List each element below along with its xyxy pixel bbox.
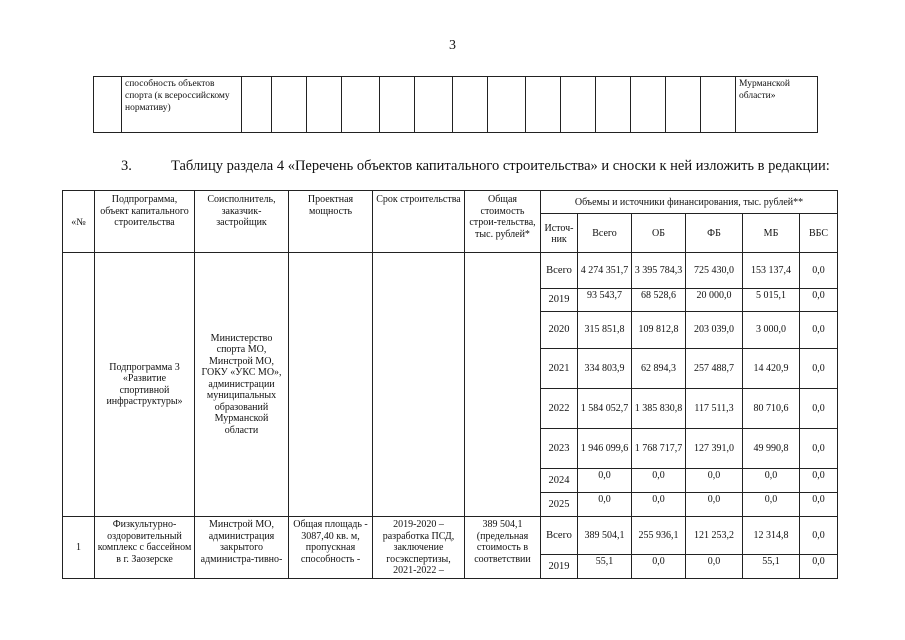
header-mb: МБ — [743, 214, 800, 253]
empty-cell — [342, 77, 380, 133]
mb-cell: 3 000,0 — [743, 312, 800, 349]
continuation-table — [93, 76, 818, 133]
total-cell: 4 274 351,7 — [578, 253, 632, 289]
group-num-cell — [63, 253, 95, 517]
empty-cell — [526, 77, 561, 133]
vbs-cell: 0,0 — [800, 517, 838, 555]
mb-cell: 80 710,6 — [743, 389, 800, 429]
capital-construction-table — [62, 190, 838, 579]
header-capacity: Проектная мощность — [289, 191, 373, 253]
vbs-cell: 0,0 — [800, 289, 838, 312]
object-term-cell: 2019-2020 – разработка ПСД, заключение госэкспертизы, 2021-2022 – — [373, 517, 465, 579]
vbs-cell: 0,0 — [800, 469, 838, 493]
mb-cell: 0,0 — [743, 493, 800, 517]
source-cell: 2019 — [541, 555, 578, 579]
table-row — [94, 77, 818, 133]
ob-cell: 109 812,8 — [632, 312, 686, 349]
mb-cell: 12 314,8 — [743, 517, 800, 555]
header-funding: Объемы и источники финансирования, тыс. рублей** — [541, 191, 838, 214]
ob-cell: 0,0 — [632, 555, 686, 579]
empty-cell — [453, 77, 488, 133]
source-cell: 2025 — [541, 493, 578, 517]
section-number: 3. — [121, 158, 132, 174]
total-cell: 0,0 — [578, 493, 632, 517]
object-name-cell: Физкультурно-оздоровительный комплекс с бассейном в г. Заозерске — [95, 517, 195, 579]
total-cell: 1 584 052,7 — [578, 389, 632, 429]
total-cell: 93 543,7 — [578, 289, 632, 312]
mb-cell: 0,0 — [743, 469, 800, 493]
group-term-cell — [373, 253, 465, 517]
mb-cell: 14 420,9 — [743, 349, 800, 389]
empty-cell — [488, 77, 526, 133]
table-row — [63, 517, 838, 555]
source-cell: 2024 — [541, 469, 578, 493]
object-executor-cell: Минстрой МО, администрация закрытого администра-тивно- — [195, 517, 289, 579]
source-cell: 2021 — [541, 349, 578, 389]
empty-cell — [272, 77, 307, 133]
header-fb: ФБ — [686, 214, 743, 253]
header-ob: ОБ — [632, 214, 686, 253]
header-name: Подпрограмма, объект капитального строительства — [95, 191, 195, 253]
object-capacity-cell: способность объектов спорта (к всероссийскому нормативу) — [122, 77, 242, 133]
header-vbs: ВБС — [800, 214, 838, 253]
mb-cell: 49 990,8 — [743, 429, 800, 469]
total-cell: 55,1 — [578, 555, 632, 579]
empty-cell — [631, 77, 666, 133]
empty-cell — [94, 77, 122, 133]
fb-cell: 257 488,7 — [686, 349, 743, 389]
section-text: Таблицу раздела 4 «Перечень объектов капитального строительства» и сноски к ней изложить в редакции: — [171, 158, 830, 174]
ob-cell: 3 395 784,3 — [632, 253, 686, 289]
section-heading — [121, 158, 830, 175]
ob-cell: 255 936,1 — [632, 517, 686, 555]
ob-cell: 1 768 717,7 — [632, 429, 686, 469]
mb-cell: 5 015,1 — [743, 289, 800, 312]
page-number: 3 — [449, 38, 456, 53]
total-cell: 389 504,1 — [578, 517, 632, 555]
empty-cell — [701, 77, 736, 133]
ob-cell: 1 385 830,8 — [632, 389, 686, 429]
empty-cell — [666, 77, 701, 133]
header-row — [63, 191, 838, 214]
fb-cell: 20 000,0 — [686, 289, 743, 312]
vbs-cell: 0,0 — [800, 349, 838, 389]
empty-cell — [242, 77, 272, 133]
mb-cell: 55,1 — [743, 555, 800, 579]
empty-cell — [561, 77, 596, 133]
fb-cell: 121 253,2 — [686, 517, 743, 555]
responsible-cell: Мурманской области» — [736, 77, 818, 133]
source-cell: 2023 — [541, 429, 578, 469]
header-total: Всего — [578, 214, 632, 253]
fb-cell: 0,0 — [686, 493, 743, 517]
ob-cell: 62 894,3 — [632, 349, 686, 389]
fb-cell: 725 430,0 — [686, 253, 743, 289]
vbs-cell: 0,0 — [800, 253, 838, 289]
group-cost-cell — [465, 253, 541, 517]
source-cell: Всего — [541, 517, 578, 555]
object-num-cell: 1 — [63, 517, 95, 579]
header-source: Источ-ник — [541, 214, 578, 253]
object-capacity-cell: Общая площадь - 3087,40 кв. м, пропускная способность - — [289, 517, 373, 579]
total-cell: 315 851,8 — [578, 312, 632, 349]
total-cell: 1 946 099,6 — [578, 429, 632, 469]
empty-cell — [415, 77, 453, 133]
source-cell: 2019 — [541, 289, 578, 312]
group-name-cell: Подпрограмма 3 «Развитие спортивной инфраструктуры» — [95, 253, 195, 517]
fb-cell: 0,0 — [686, 555, 743, 579]
vbs-cell: 0,0 — [800, 429, 838, 469]
vbs-cell: 0,0 — [800, 555, 838, 579]
group-capacity-cell — [289, 253, 373, 517]
ob-cell: 0,0 — [632, 469, 686, 493]
fb-cell: 203 039,0 — [686, 312, 743, 349]
ob-cell: 0,0 — [632, 493, 686, 517]
header-executor: Соисполнитель, заказчик-застройщик — [195, 191, 289, 253]
vbs-cell: 0,0 — [800, 389, 838, 429]
total-cell: 334 803,9 — [578, 349, 632, 389]
fb-cell: 127 391,0 — [686, 429, 743, 469]
header-term: Срок строительства — [373, 191, 465, 253]
total-cell: 0,0 — [578, 469, 632, 493]
empty-cell — [307, 77, 342, 133]
empty-cell — [380, 77, 415, 133]
source-cell: Всего — [541, 253, 578, 289]
header-cost: Общая стоимость строи-тельства, тыс. рублей* — [465, 191, 541, 253]
object-cost-cell: 389 504,1 (предельная стоимость в соответствии — [465, 517, 541, 579]
vbs-cell: 0,0 — [800, 493, 838, 517]
header-num: «№ — [63, 191, 95, 253]
source-cell: 2022 — [541, 389, 578, 429]
empty-cell — [596, 77, 631, 133]
group-executor-cell: Министерство спорта МО, Минстрой МО, ГОКУ «УКС МО», администрации муниципальных образований Мурманской области — [195, 253, 289, 517]
mb-cell: 153 137,4 — [743, 253, 800, 289]
source-cell: 2020 — [541, 312, 578, 349]
vbs-cell: 0,0 — [800, 312, 838, 349]
fb-cell: 117 511,3 — [686, 389, 743, 429]
table-row — [63, 253, 838, 289]
ob-cell: 68 528,6 — [632, 289, 686, 312]
fb-cell: 0,0 — [686, 469, 743, 493]
